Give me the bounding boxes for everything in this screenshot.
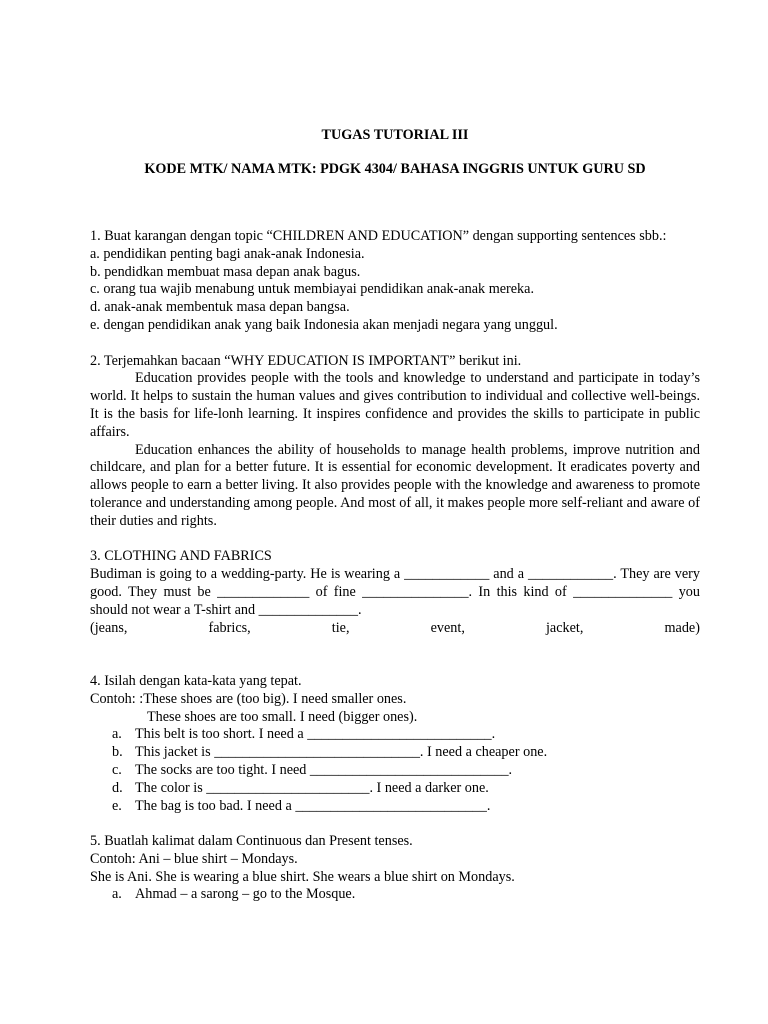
question-1-item-c: c. orang tua wajib menabung untuk membiayai pendidikan anak-anak mereka.	[90, 281, 534, 298]
question-4-example-1: Contoh: :These shoes are (too big). I need smaller ones.	[90, 690, 407, 707]
option-jacket: jacket,	[545, 619, 584, 636]
document-title: TUGAS TUTORIAL III	[321, 127, 469, 143]
list-marker: c.	[112, 761, 122, 778]
question-5	[90, 833, 700, 904]
list-marker: a.	[112, 726, 122, 743]
option-made: made)	[664, 619, 700, 636]
question-3-text: Budiman is going to a wedding-party. He is wearing a ____________ and a ____________. They are very good. They must be _____________ of fine _______________. In this kind of ______________ you should not wear a T-shirt and ______________.	[90, 566, 700, 618]
question-2	[90, 353, 700, 531]
question-2-paragraph-1: Education provides people with the tools and knowledge to understand and participate in today’s world. It helps to sustain the human values and gives contribution to individual and collective well-beings. It is the basis for life-lonh learning. It inspires confidence and provides the skills to participate in public affairs.	[90, 370, 700, 440]
question-1-item-a: a. pendidikan penting bagi anak-anak Indonesia.	[90, 245, 365, 262]
document-body	[90, 228, 700, 904]
option-fabrics: fabrics,	[208, 619, 251, 636]
document-subtitle: KODE MTK/ NAMA MTK: PDGK 4304/ BAHASA INGGRIS UNTUK GURU SD	[144, 161, 646, 177]
question-2-paragraph-2: Education enhances the ability of households to manage health problems, improve nutrition and childcare, and plan for a better future. It is essential for economic development. It eradicates poverty and allows people to earn a better living. It also provides people with the knowledge and awareness to promote tolerance and understanding among people. And most of all, it makes people more self-reliant and aware of their duties and rights.	[90, 441, 700, 529]
question-1	[90, 228, 700, 335]
question-4-example-2: These shoes are too small. I need (bigger ones).	[147, 708, 418, 725]
question-4	[90, 673, 700, 815]
list-item-text: The bag is too bad. I need a ___________________________.	[135, 797, 491, 814]
list-item-text: This jacket is _____________________________. I need a cheaper one.	[135, 744, 548, 761]
list-item-text: The socks are too tight. I need ____________________________.	[135, 761, 513, 778]
list-item-text: Ahmad – a sarong – go to the Mosque.	[135, 886, 356, 903]
question-1-item-b: b. pendidkan membuat masa depan anak bagus.	[90, 263, 361, 280]
question-5-example-1: Contoh: Ani – blue shirt – Mondays.	[90, 850, 298, 867]
list-item	[90, 780, 700, 798]
question-4-list	[90, 726, 700, 815]
list-item	[90, 762, 700, 780]
list-item-text: The color is _______________________. I need a darker one.	[135, 779, 489, 796]
list-item-text: This belt is too short. I need a __________________________.	[135, 726, 496, 743]
list-marker: b.	[112, 744, 123, 761]
list-marker: e.	[112, 797, 122, 814]
option-tie: tie,	[331, 619, 350, 636]
question-2-prompt: 2. Terjemahkan bacaan “WHY EDUCATION IS IMPORTANT” berikut ini.	[90, 352, 522, 369]
question-3-options	[90, 620, 700, 638]
question-1-prompt: 1. Buat karangan dengan topic “CHILDREN AND EDUCATION” dengan supporting sentences sbb.:	[90, 228, 667, 244]
option-event: event,	[430, 619, 465, 636]
question-3	[90, 548, 700, 637]
option-jeans: (jeans,	[90, 619, 128, 636]
question-1-item-e: e. dengan pendidikan anak yang baik Indonesia akan menjadi negara yang unggul.	[90, 316, 558, 333]
list-item	[90, 798, 700, 816]
list-marker: d.	[112, 779, 123, 796]
list-item	[90, 744, 700, 762]
question-5-list	[90, 886, 700, 904]
question-3-heading: 3. CLOTHING AND FABRICS	[90, 548, 272, 565]
question-5-example-2: She is Ani. She is wearing a blue shirt. She wears a blue shirt on Mondays.	[90, 868, 515, 885]
question-5-prompt: 5. Buatlah kalimat dalam Continuous dan Present tenses.	[90, 833, 413, 850]
list-item	[90, 886, 700, 904]
question-4-prompt: 4. Isilah dengan kata-kata yang tepat.	[90, 672, 302, 689]
question-1-item-d: d. anak-anak membentuk masa depan bangsa.	[90, 299, 350, 316]
list-item	[90, 726, 700, 744]
list-marker: a.	[112, 886, 122, 903]
